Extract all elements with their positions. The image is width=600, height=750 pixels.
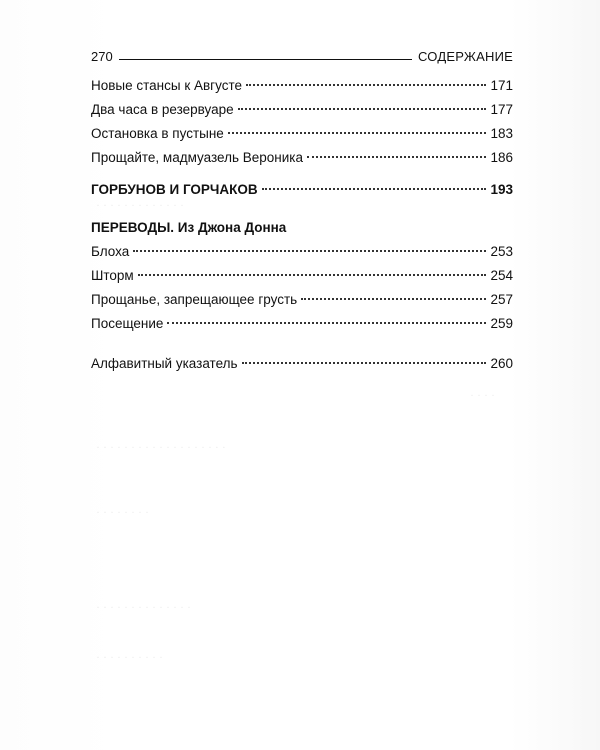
- toc-entry: [91, 102, 513, 122]
- toc-entry-page: 177: [490, 102, 513, 117]
- toc-entry-page: 259: [490, 316, 513, 331]
- toc-entry: [91, 126, 513, 146]
- leader-dots: [242, 362, 487, 364]
- leader-dots: [133, 250, 486, 252]
- leader-dots: [167, 322, 486, 324]
- toc-entry-title: Шторм: [91, 268, 134, 283]
- toc-entry: [91, 150, 513, 170]
- leader-dots: [301, 298, 486, 300]
- header-rule: [119, 59, 412, 60]
- toc-entry-title: ГОРБУНОВ И ГОРЧАКОВ: [91, 182, 258, 197]
- toc-entry-title: Посещение: [91, 316, 164, 331]
- toc-entry: [91, 268, 513, 288]
- toc-entry-title: Прощайте, мадмуазель Вероника: [91, 150, 303, 165]
- toc-entry-page: 260: [490, 356, 513, 371]
- leader-dots: [307, 156, 487, 158]
- toc-entry-title: Остановка в пустыне: [91, 126, 224, 141]
- leader-dots: [262, 188, 487, 190]
- toc-entry-title: Блоха: [91, 244, 130, 259]
- page-number: 270: [91, 49, 113, 64]
- running-head-title: СОДЕРЖАНИЕ: [417, 49, 513, 64]
- book-page: · · · · · · · · · · · · · · · · · · · · · · · · · · · · · · · · · · · · · · · · · · · · · · · · · · · · · · · · · · · · · · · · · · · · 270 СОДЕРЖАНИЕ Новые стансы к Августе 171 Два часа в резервуаре 177 Остановка в пустыне 183 Прощайте, мадмуазель Вероника 186 ГОРБУНОВ И ГОРЧАКОВ 193 ПЕРЕВОДЫ. Из Джона Донна Блоха 253 Шторм 254 Прощанье, запрещающее грусть 257 Посещение 259 Алфавитный указатель 260: [0, 0, 600, 750]
- toc-entry: [91, 316, 513, 336]
- leader-dots: [238, 108, 487, 110]
- toc-entry: [91, 244, 513, 264]
- toc-entry-title: Новые стансы к Августе: [91, 78, 242, 93]
- toc-entry-page: 183: [490, 126, 513, 141]
- running-head: [91, 44, 513, 64]
- toc-entry-index: [91, 356, 513, 376]
- toc-entry-major: [91, 182, 513, 202]
- toc-entry-page: 254: [490, 268, 513, 283]
- toc-entry-title: Алфавитный указатель: [91, 356, 238, 371]
- toc-entry-title: Прощанье, запрещающее грусть: [91, 292, 298, 307]
- toc-entry-page: 193: [490, 182, 513, 197]
- section-heading: ПЕРЕВОДЫ. Из Джона Донна: [91, 220, 287, 235]
- toc-entry: [91, 78, 513, 98]
- toc-entry-page: 253: [490, 244, 513, 259]
- toc-entry-page: 257: [490, 292, 513, 307]
- leader-dots: [138, 274, 487, 276]
- leader-dots: [246, 84, 486, 86]
- toc-entry: [91, 292, 513, 312]
- toc-entry-page: 186: [490, 150, 513, 165]
- toc-entry-page: 171: [490, 78, 513, 93]
- leader-dots: [228, 132, 487, 134]
- toc-entry-title: Два часа в резервуаре: [91, 102, 234, 117]
